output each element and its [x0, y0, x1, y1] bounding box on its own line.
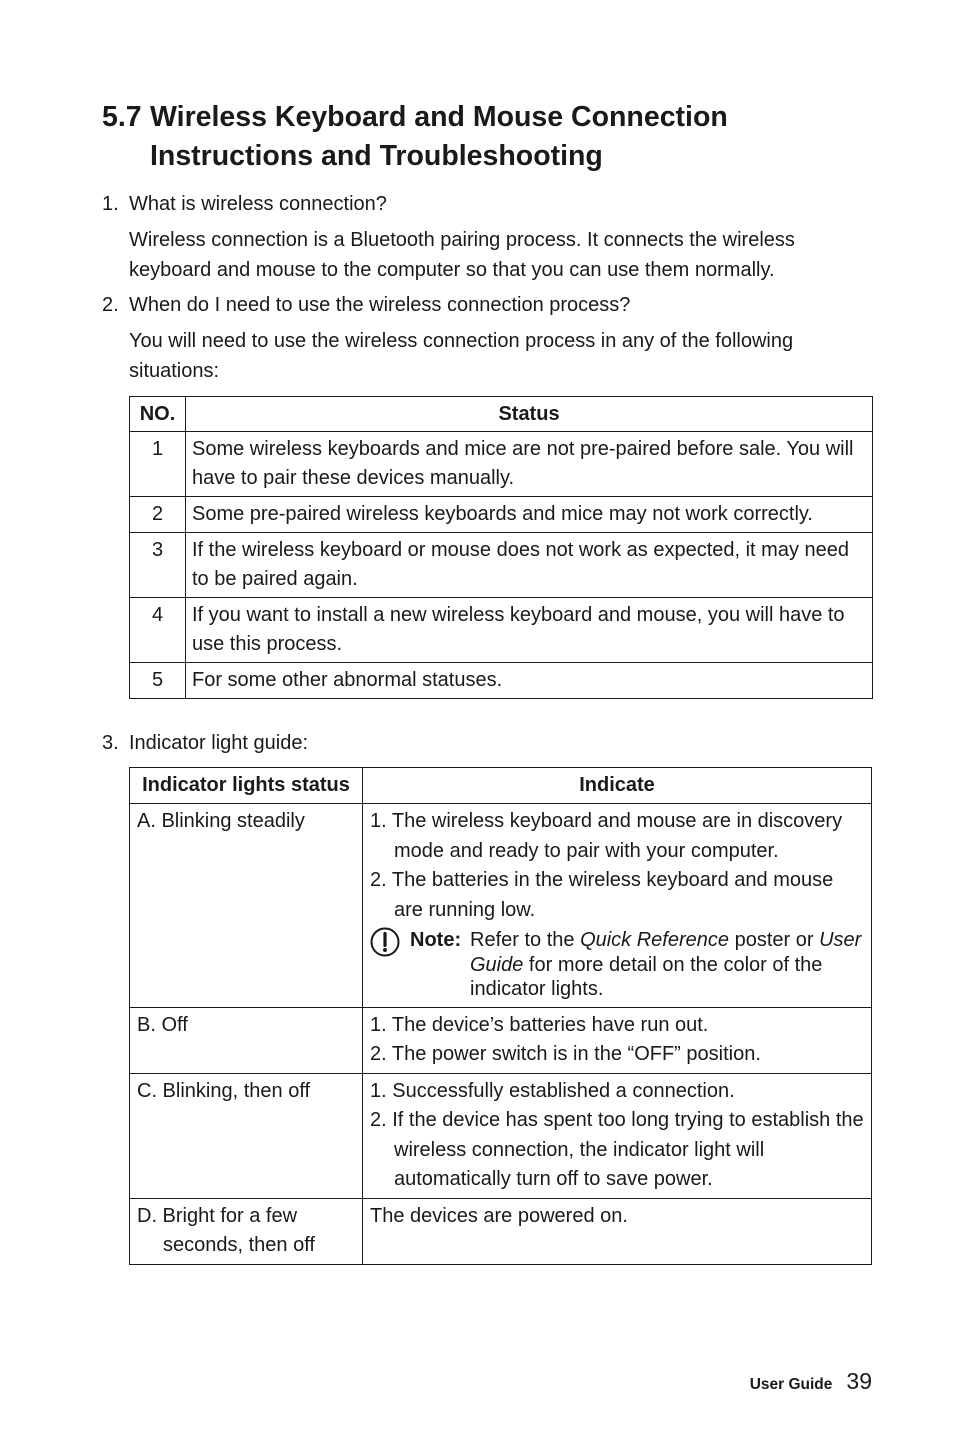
- row-number: 5: [130, 663, 186, 699]
- table-row: [130, 432, 873, 497]
- list-item: 2. The batteries in the wireless keyboard and mouse are running low.: [370, 869, 834, 921]
- answer-2: You will need to use the wireless connection process in any of the following situations:: [129, 330, 794, 382]
- page-footer: [700, 1368, 872, 1395]
- row-status: For some other abnormal statuses.: [186, 663, 873, 699]
- table-row: [130, 663, 873, 699]
- situations-table: [129, 396, 873, 699]
- row-status: If you want to install a new wireless keyboard and mouse, you will have to use this process.: [186, 598, 873, 663]
- indicator-meaning: The devices are powered on.: [363, 1198, 872, 1264]
- section-title: [102, 98, 902, 176]
- indicator-status: [130, 1198, 363, 1264]
- page-number: 39: [846, 1368, 872, 1394]
- column-header-indicate: Indicate: [363, 768, 872, 804]
- row-number: 4: [130, 598, 186, 663]
- note-reference-quick: Quick Reference: [580, 929, 730, 951]
- table-row: [130, 1198, 872, 1264]
- question-number: 1.: [102, 193, 119, 215]
- table-row: [130, 598, 873, 663]
- list-item: 2. The power switch is in the “OFF” position.: [370, 1043, 761, 1065]
- list-item: 1. Successfully established a connection.: [370, 1079, 735, 1102]
- indicator-light-table: [129, 767, 872, 1265]
- table-row: [130, 804, 872, 1008]
- note-reference-guide: User Guide: [470, 929, 862, 976]
- note-text-post: for more detail on the color of the indicator lights.: [470, 953, 823, 1000]
- indicator-status: C. Blinking, then off: [130, 1073, 363, 1198]
- table-row: [130, 1073, 872, 1198]
- note-label: Note:: [410, 929, 462, 951]
- table-header-row: [130, 768, 872, 804]
- answer-1: Wireless connection is a Bluetooth pairing process. It connects the wireless keyboard and mouse to the computer so that you can use them normally.: [129, 229, 795, 281]
- indicator-status-text: D. Bright for a few seconds, then off: [137, 1204, 315, 1256]
- table-row: [130, 1007, 872, 1073]
- table-row: [130, 533, 873, 598]
- list-item: 2. If the device has spent too long trying to establish the wireless connection, the indicator light will automatically turn off to save power.: [370, 1109, 864, 1190]
- note: [370, 928, 865, 1002]
- question-3-text: Indicator light guide:: [129, 732, 309, 754]
- section-number: 5.7: [102, 101, 142, 133]
- question-number: 3.: [102, 732, 119, 754]
- question-1-text: What is wireless connection?: [129, 193, 387, 215]
- note-text-pre: Refer to the: [470, 929, 581, 951]
- row-number: 2: [130, 497, 186, 533]
- note-text-mid: poster or: [729, 929, 820, 951]
- question-number: 2.: [102, 294, 119, 316]
- row-number: 3: [130, 533, 186, 598]
- list-item: 1. The wireless keyboard and mouse are in discovery mode and ready to pair with your computer.: [370, 810, 843, 862]
- section-title-line2: Instructions and Troubleshooting: [150, 140, 603, 172]
- row-status: Some wireless keyboards and mice are not pre-paired before sale. You will have to pair these devices manually.: [186, 432, 873, 497]
- column-header-no: NO.: [130, 397, 186, 432]
- indicator-status: A. Blinking steadily: [130, 804, 363, 1008]
- caution-icon: [370, 927, 400, 957]
- indicator-meaning: [363, 1007, 872, 1073]
- list-item: 1. The device’s batteries have run out.: [370, 1013, 709, 1036]
- column-header-status: Status: [186, 397, 873, 432]
- indicator-meaning: [363, 804, 872, 1008]
- table-header-row: [130, 397, 873, 432]
- row-number: 1: [130, 432, 186, 497]
- question-2-text: When do I need to use the wireless connection process?: [129, 294, 631, 316]
- row-status: If the wireless keyboard or mouse does not work as expected, it may need to be paired again.: [186, 533, 873, 598]
- indicator-meaning: [363, 1073, 872, 1198]
- section-title-line1: Wireless Keyboard and Mouse Connection: [150, 101, 728, 133]
- footer-label: User Guide: [749, 1376, 833, 1393]
- indicator-status: B. Off: [130, 1007, 363, 1073]
- row-status: Some pre-paired wireless keyboards and mice may not work correctly.: [186, 497, 873, 533]
- table-row: [130, 497, 873, 533]
- column-header-status: Indicator lights status: [130, 768, 363, 804]
